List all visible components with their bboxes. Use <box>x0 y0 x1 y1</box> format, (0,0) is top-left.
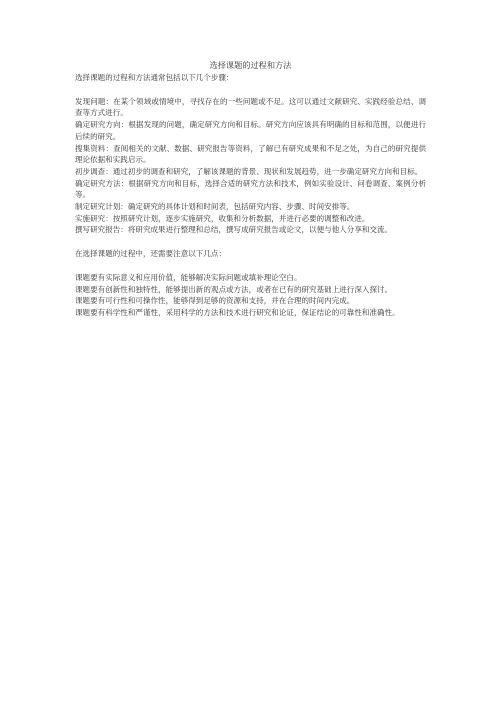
paragraph-gap <box>75 236 426 248</box>
document-title: 选择课题的过程和方法 <box>209 60 292 70</box>
paragraph-gap <box>75 84 426 96</box>
document-page <box>75 59 426 319</box>
paragraph-gap <box>75 260 426 272</box>
step-item: 确定研究方向：根据发现的问题，确定研究方向和目标。研究方向应该具有明确的目标和范围，以便进行后续的研究。 <box>75 120 426 141</box>
intro-text: 选择课题的过程和方法通常包括以下几个步骤： <box>75 73 234 82</box>
note-item: 课题要有创新性和独特性，能够提出新的观点或方法，或者在已有的研究基础上进行深入探讨。 <box>75 284 393 294</box>
step-item: 撰写研究报告：将研究成果进行整理和总结，撰写成研究报告或论文，以便与他人分享和交流。 <box>75 225 393 235</box>
step-item: 确定研究方法：根据研究方向和目标，选择合适的研究方法和技术，例如实验设计、问卷调查、案例分析等。 <box>75 178 426 200</box>
notes-intro-text: 在选择课题的过程中，还需要注意以下几点： <box>75 249 226 259</box>
note-item: 课题要有科学性和严谨性，采用科学的方法和技术进行研究和论证，保证结论的可靠性和准确性。 <box>75 307 400 317</box>
note-item: 课题要有可行性和可操作性，能够得到足够的资源和支持，并在合理的时间内完成。 <box>75 296 355 306</box>
step-item: 发现问题：在某个领域或情境中，寻找存在的一些问题或不足。这可以通过文献研究、实践经验总结、调查等方式进行。 <box>75 96 426 118</box>
step-item: 搜集资料：查阅相关的文献、数据、研究报告等资料，了解已有研究成果和不足之处，为自己的研究提供理论依据和实践启示。 <box>75 143 426 165</box>
step-item: 实施研究：按照研究计划，逐步实施研究，收集和分析数据，并进行必要的调整和改进。 <box>75 213 370 223</box>
step-item: 制定研究计划：确定研究的具体计划和时间表，包括研究内容、步骤、时间安排等。 <box>75 202 355 212</box>
note-item: 课题要有实际意义和应用价值，能够解决实际问题或填补理论空白。 <box>75 272 302 282</box>
step-item: 初步调查：通过初步的调查和研究，了解该课题的背景、现状和发展趋势，进一步确定研究方向和目标。 <box>75 166 423 176</box>
